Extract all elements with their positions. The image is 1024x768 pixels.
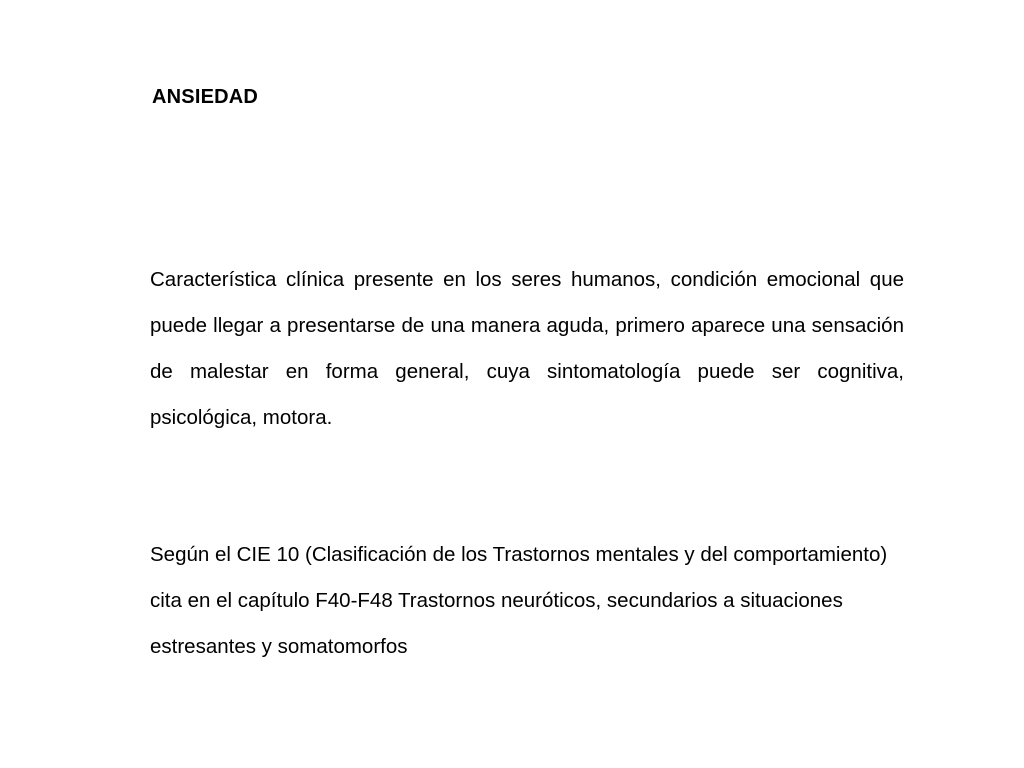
definition-paragraph: Característica clínica presente en los seres humanos, condición emocional que puede llegar a presentarse de una manera aguda, primero aparece una sensación de malestar en forma general, cuya sintomatología puede ser cognitiva, psicológica, motora. bbox=[150, 268, 904, 429]
slide-title: ANSIEDAD bbox=[152, 86, 259, 108]
classification-paragraph: Según el CIE 10 (Clasificación de los Trastornos mentales y del comportamiento) cita en el capítulo F40-F48 Trastornos neuróticos, secundarios a situaciones estresantes y somatomorfos bbox=[150, 543, 888, 658]
